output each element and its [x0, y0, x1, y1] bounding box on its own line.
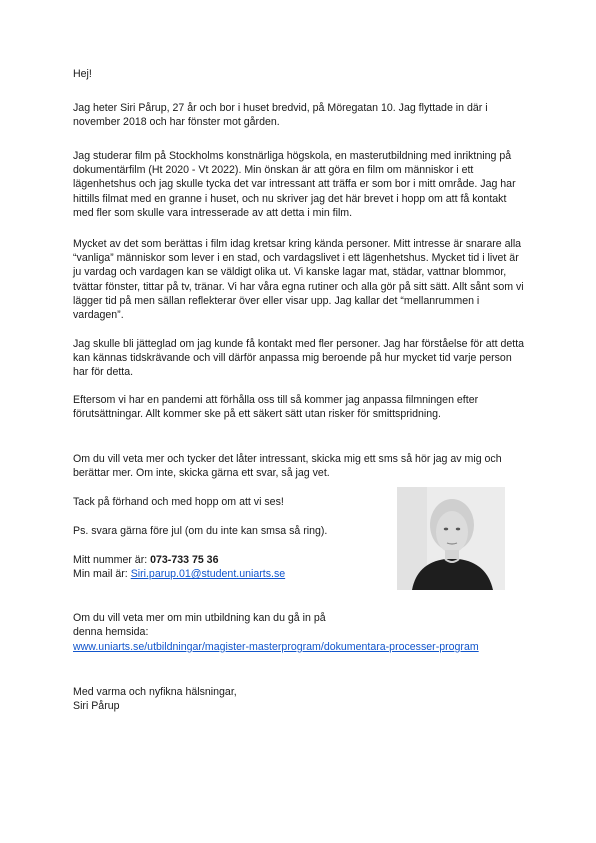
intro-paragraph: Jag heter Siri Pårup, 27 år och bor i huset bredvid, på Möregatan 10. Jag flyttade in där i november 2018 och har fönster mot gården. — [73, 102, 488, 129]
interest-paragraph: Mycket av det som berättas i film idag kretsar kring kända personer. Mitt intresse är snarare alla “vanliga” människor som lever i en stad, och vardagslivet i ett lägenhetshus. Mycket tid i livet är ju vardag och vardagen kan se väldigt olika ut. Vi kanske lagar mat, städar, vattnar blommor, tvättar fönster, tittar på tv, tränar. Vi har våra egna rutiner och alla gör på sitt sätt. Allt sånt som vi lägger tid på men sällan reflekterar över eller visar upp. Jag kallar det “mellanrummen i vardagen”. — [73, 238, 524, 322]
education-link[interactable]: www.uniarts.se/utbildningar/magister-masterprogram/dokumentara-processer-program — [73, 641, 479, 653]
phone-label: Mitt nummer är: — [73, 554, 151, 566]
closing-line: Med varma och nyfikna hälsningar, — [73, 686, 237, 698]
pandemic-paragraph: Eftersom vi har en pandemi att förhålla oss till så kommer jag anpassa filmningen efter förutsättningar. Allt kommer ske på ett säkert sätt utan risker för smittspridning. — [73, 394, 479, 421]
ps-line: Ps. svara gärna före jul (om du inte kan smsa så ring). — [73, 525, 328, 537]
contact-paragraph: Jag skulle bli jätteglad om jag kunde få kontakt med fler personer. Jag har förståelse för att detta kan kännas tidskrävande och vill därför anpassa mig beroende på hur mycket tid varje person har för detta. — [73, 338, 525, 379]
study-paragraph: Jag studerar film på Stockholms konstnärliga högskola, en masterutbildning med inriktning på dokumentärfilm (Ht 2020 - Vt 2022). Min önskan är att göra en film om människor i ett lägenhetshus och jag skulle tycka det var intressant att träffa er som bor i mitt område. Jag har hittills filmat med en granne i huset, och nu skriver jag det här brevet i hopp om att få kontakt med fler som skulle vara intresserade av att detta i min film. — [73, 150, 516, 219]
portrait-photo — [397, 487, 505, 590]
greeting: Hej! — [73, 68, 92, 80]
mail-link[interactable]: Siri.parup.01@student.uniarts.se — [130, 568, 286, 580]
thanks-line: Tack på förhand och med hopp om att vi ses! — [73, 496, 284, 508]
portrait-image — [397, 487, 505, 590]
education-text: Om du vill veta mer om min utbildning kan du gå in på denna hemsida: — [73, 612, 326, 639]
more-info-paragraph: Om du vill veta mer och tycker det låter intressant, skicka mig ett sms så hör jag av mig och berättar mer. Om inte, skicka gärna ett svar, så jag vet. — [73, 453, 502, 480]
phone-number: 073-733 75 36 — [150, 554, 219, 566]
mail-label: Min mail är: — [73, 568, 131, 580]
mail-line — [73, 567, 383, 581]
signature: Siri Pårup — [73, 700, 120, 712]
phone-line — [73, 553, 383, 567]
education-link-line — [73, 640, 525, 654]
